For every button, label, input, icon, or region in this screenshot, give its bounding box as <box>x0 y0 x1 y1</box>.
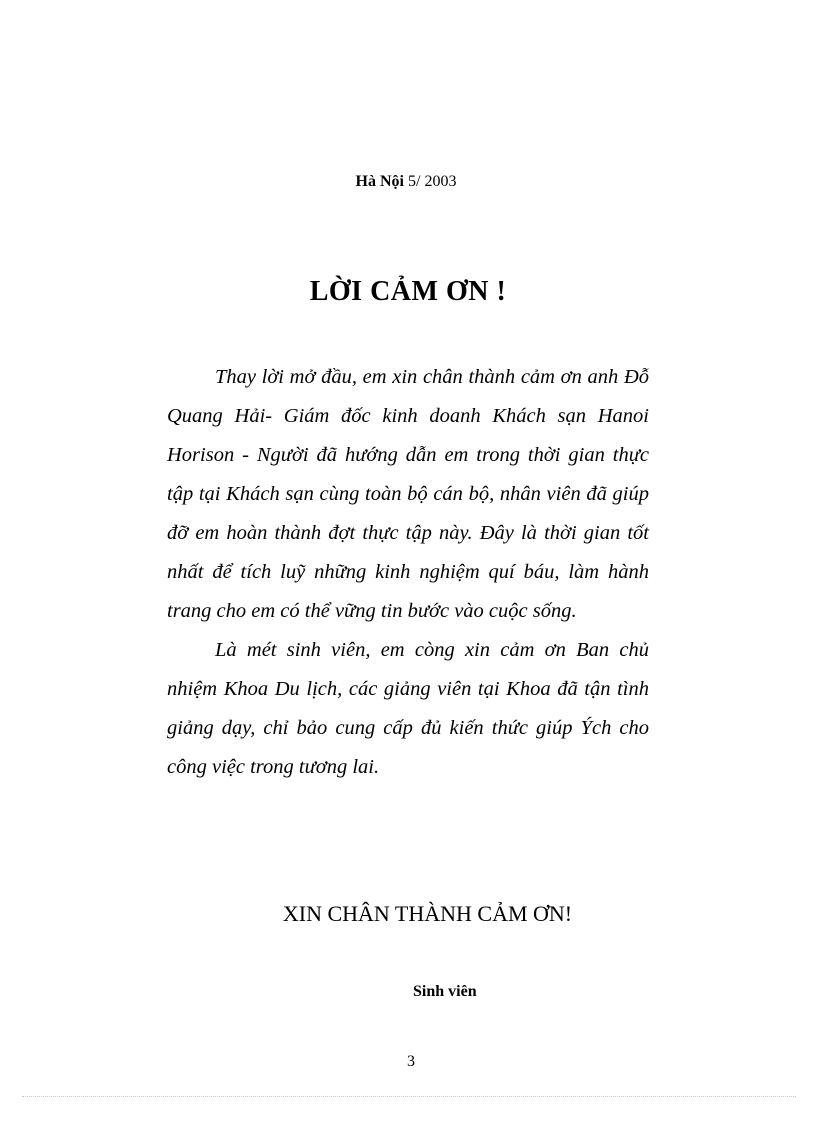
date-text: 5/ 2003 <box>408 173 457 190</box>
paragraph: Là mét sinh viên, em còng xin cảm ơn Ban chủ nhiệm Khoa Du lịch, các giảng viên tại Khoa đã tận tình giảng dạy, chỉ bảo cung cấp đủ kiến thức giúp Ých cho công việc trong tương lai. <box>167 639 649 778</box>
body-text <box>167 358 649 787</box>
place-name: Hà Nội <box>355 173 404 190</box>
place-date <box>0 173 812 191</box>
signer-label: Sinh viên <box>413 983 477 1000</box>
closing-line: XIN CHÂN THÀNH CẢM ƠN! <box>282 901 573 926</box>
paragraph: Thay lời mở đầu, em xin chân thành cảm ơn anh Đỗ Quang Hải- Giám đốc kinh doanh Khách sạn Hanoi Horison - Người đã hướng dẫn em trong thời gian thực tập tại Khách sạn cùng toàn bộ cán bộ, nhân viên đã giúp đỡ em hoàn thành đợt thực tập này. Đây là thời gian tốt nhất để tích luỹ những kinh nghiệm quí báu, làm hành trang cho em có thể vững tin bước vào cuộc sống. <box>167 366 649 622</box>
page-bottom-divider <box>22 1096 796 1097</box>
page-title: LỜI CẢM ƠN ! <box>309 276 507 307</box>
page-number: 3 <box>407 1053 415 1070</box>
